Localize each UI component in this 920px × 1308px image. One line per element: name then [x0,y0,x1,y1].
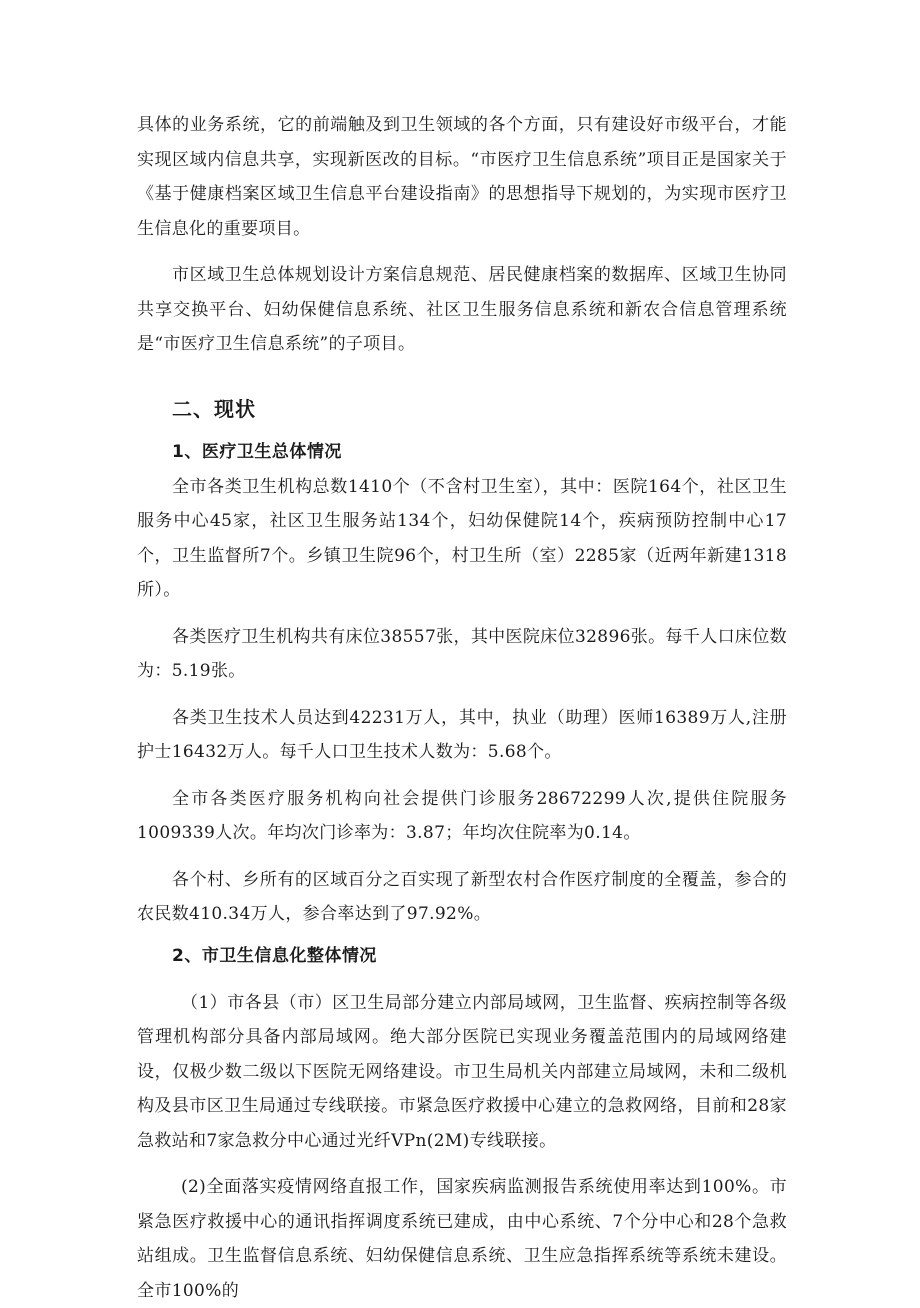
overall-paragraph-4: 全市各类医疗服务机构向社会提供门诊服务28672299人次,提供住院服务1009339人次。年均次门诊率为：3.87；年均次住院率为0.14。 [137,788,787,843]
informatization-paragraph-2: (2)全面落实疫情网络直报工作，国家疾病监测报告系统使用率达到100%。市紧急医疗救援中心的通讯指挥调度系统已建成，由中心系统、7个分中心和28个急救站组成。卫生监督信息系统、妇幼保健信息系统、卫生应急指挥系统等系统未建设。全市100%的 [137,1177,787,1301]
intro-paragraph-1: 具体的业务系统，它的前端触及到卫生领域的各个方面，只有建设好市级平台，才能实现区域内信息共享，实现新医改的目标。“市医疗卫生信息系统”项目正是国家关于《基于健康档案区域卫生信息平台建设指南》的思想指导下规划的，为实现市医疗卫生信息化的重要项目。 [137,115,787,239]
intro-paragraph-2: 市区域卫生总体规划设计方案信息规范、居民健康档案的数据库、区域卫生协同共享交换平台、妇幼保健信息系统、社区卫生服务信息系统和新农合信息管理系统是“市医疗卫生信息系统”的子项目。 [137,265,787,354]
subsection-heading-informatization: 2、市卫生信息化整体情况 [172,945,377,966]
informatization-paragraph-1: （1）市各县（市）区卫生局部分建立内部局域网，卫生监督、疾病控制等各级管理机构部分具备内部局域网。绝大部分医院已实现业务覆盖范围内的局域网络建设，仅极少数二级以下医院无网络建设。市卫生局机关内部建立局域网，未和二级机构及县市区卫生局通过专线联接。市紧急医疗救援中心建立的急救网络，目前和28家急救站和7家急救分中心通过光纤VPn(2M)专线联接。 [137,992,787,1151]
section-heading-status: 二、现状 [172,396,256,421]
overall-paragraph-2: 各类医疗卫生机构共有床位38557张，其中医院床位32896张。每千人口床位数为：5.19张。 [137,626,787,681]
subsection-heading-overall: 1、医疗卫生总体情况 [172,441,342,462]
overall-paragraph-5: 各个村、乡所有的区域百分之百实现了新型农村合作医疗制度的全覆盖，参合的农民数410.34万人，参合率达到了97.92%。 [137,869,787,924]
overall-paragraph-3: 各类卫生技术人员达到42231万人，其中，执业（助理）医师16389万人,注册护士16432万人。每千人口卫生技术人数为：5.68个。 [137,707,787,762]
document-page [137,108,787,1308]
overall-paragraph-1: 全市各类卫生机构总数1410个（不含村卫生室），其中：医院164个，社区卫生服务中心45家，社区卫生服务站134个，妇幼保健院14个，疾病预防控制中心17个，卫生监督所7个。乡镇卫生院96个，村卫生所（室）2285家（近两年新建1318所）。 [137,476,787,600]
